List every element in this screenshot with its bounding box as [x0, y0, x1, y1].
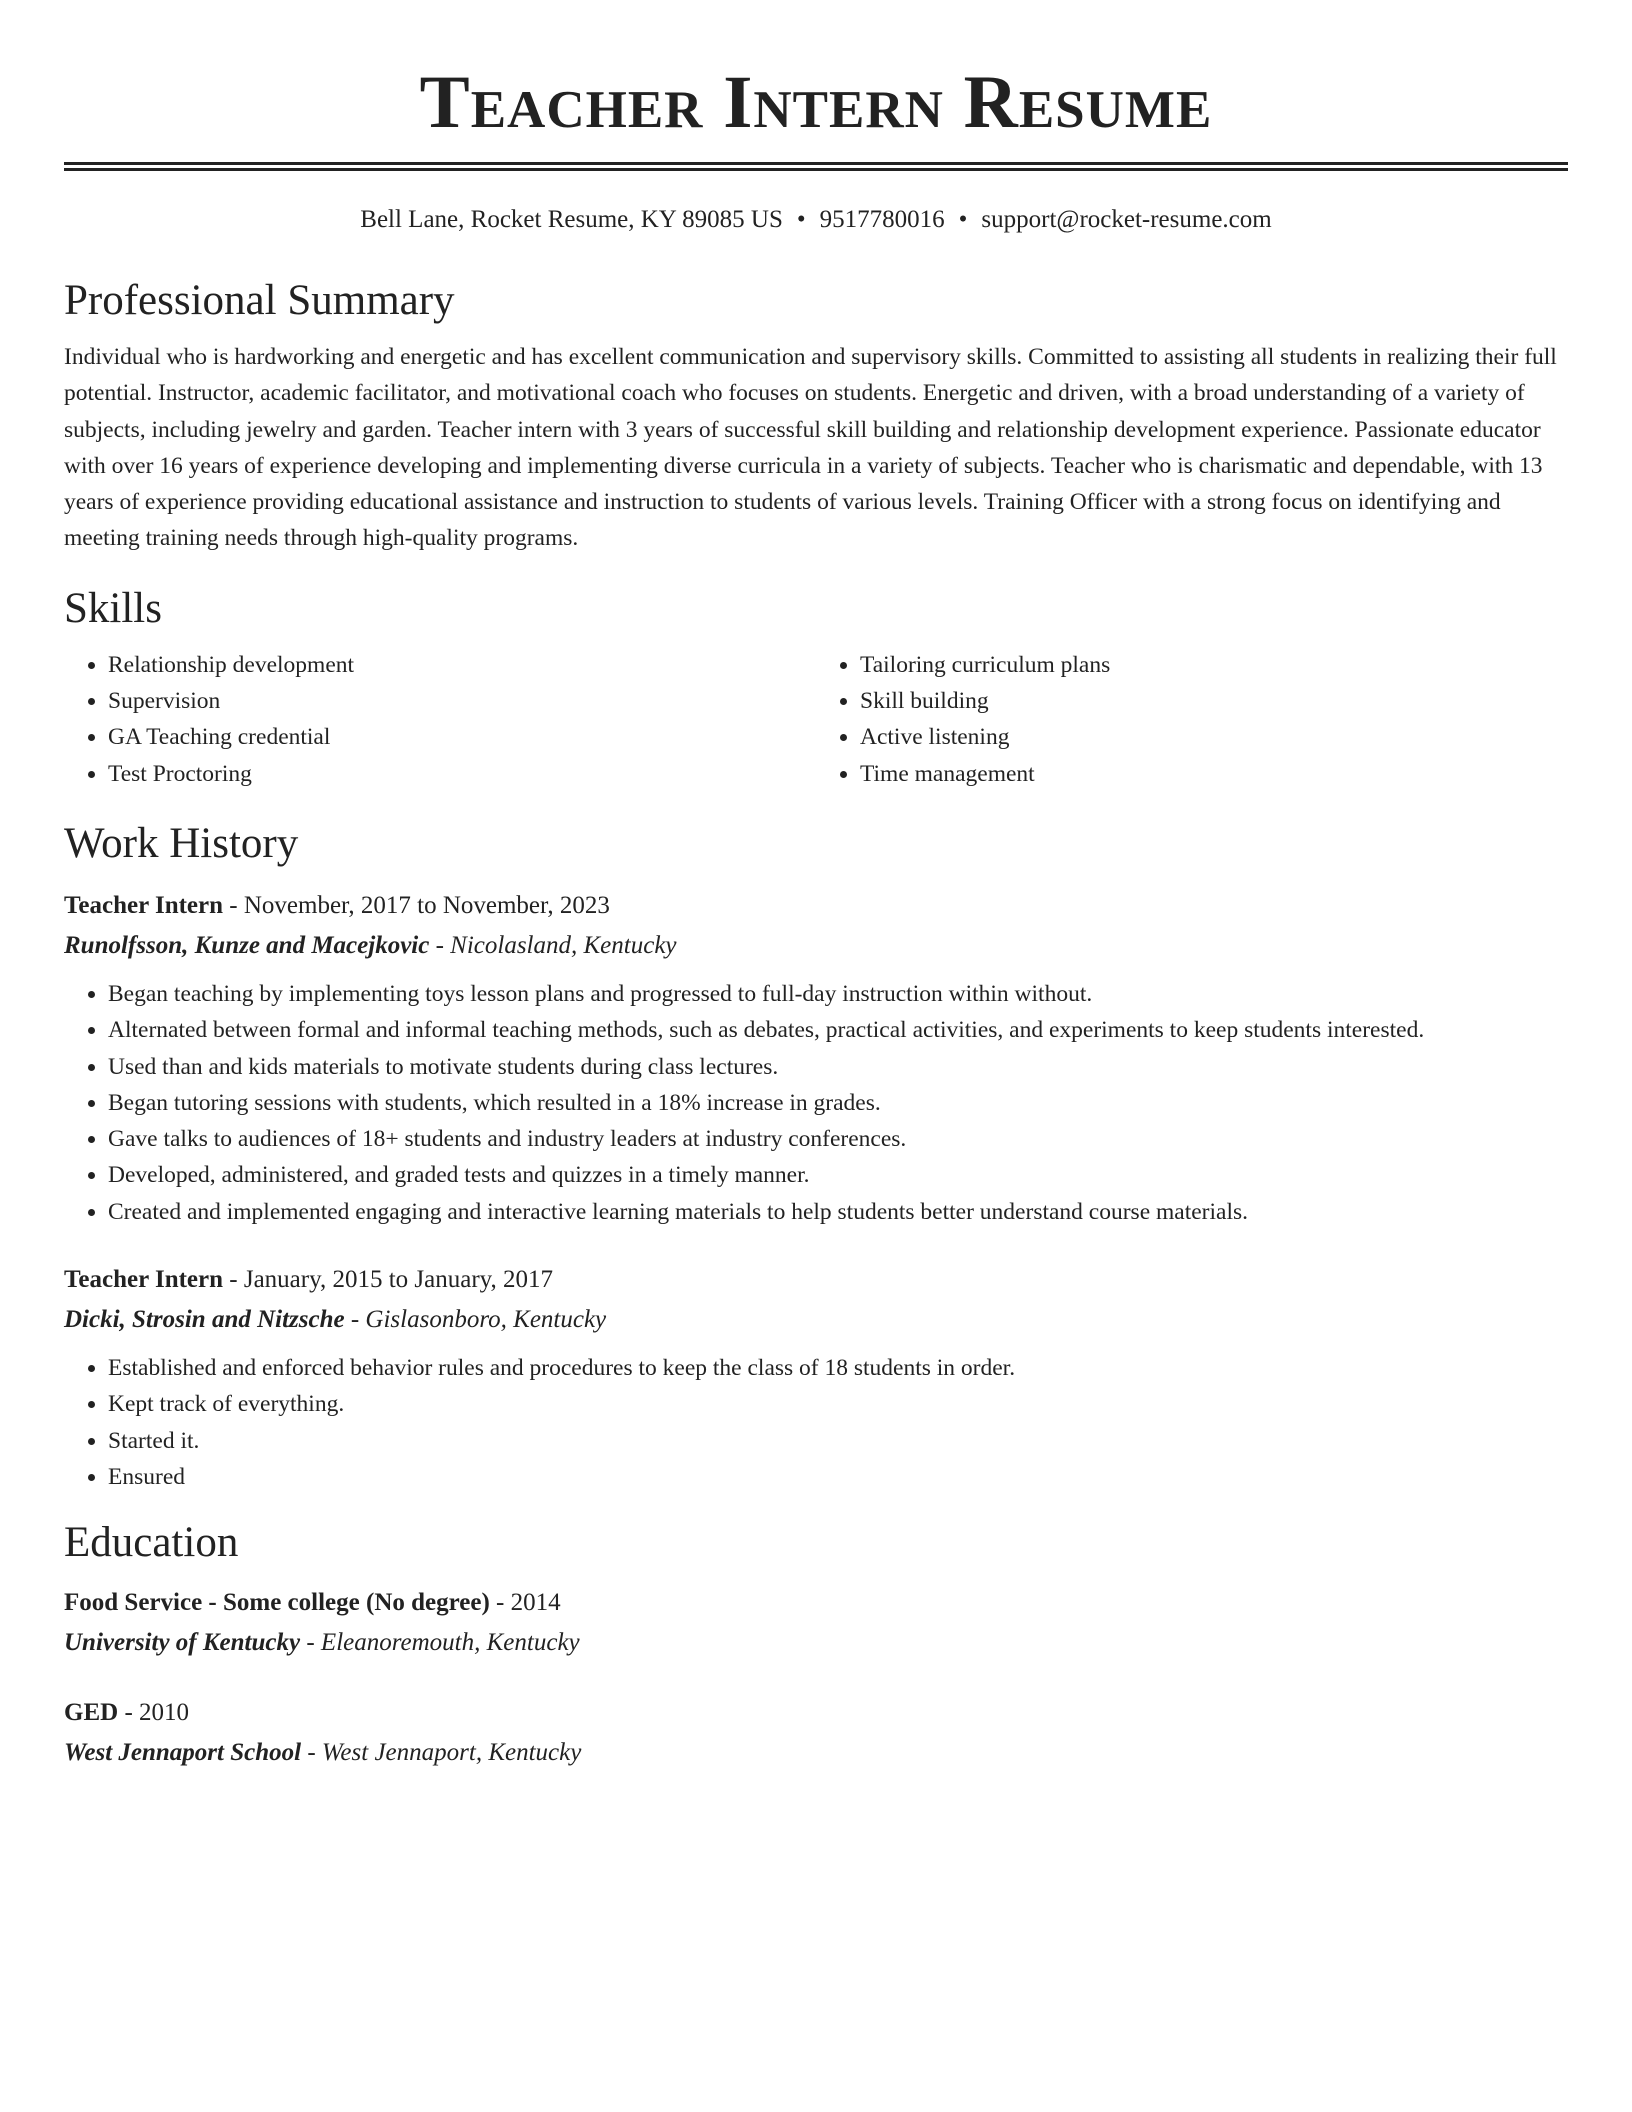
skill-item: • Tailoring curriculum plans	[860, 647, 1568, 683]
education-degree-line	[64, 1693, 1568, 1733]
job-dates: - November, 2017 to November, 2023	[223, 891, 610, 919]
skills-list-right	[816, 647, 1568, 792]
job-duties-list	[64, 976, 1568, 1230]
job-company: Dicki, Strosin and Nitzsche	[64, 1306, 345, 1334]
job-entry	[64, 1260, 1568, 1495]
education-location: - Eleanoremouth, Kentucky	[300, 1629, 580, 1657]
title-divider	[64, 162, 1568, 171]
job-duty: • Developed, administered, and graded tests and quizzes in a timely manner.	[108, 1157, 1568, 1193]
education-school-line	[64, 1623, 1568, 1663]
contact-email[interactable]: support@rocket-resume.com	[981, 206, 1272, 233]
skill-item: • Time management	[860, 756, 1568, 792]
education-degree: Food Service - Some college (No degree)	[64, 1589, 490, 1617]
job-company: Runolfsson, Kunze and Macejkovic	[64, 931, 430, 959]
job-duty: • Used than and kids materials to motivate students during class lectures.	[108, 1049, 1568, 1085]
skills-list-left	[64, 647, 816, 792]
skills-columns	[64, 647, 1568, 792]
job-title: Teacher Intern	[64, 1266, 224, 1294]
work-history-heading: Work History	[64, 819, 299, 867]
job-duty: • Established and enforced behavior rules and procedures to keep the class of 18 students in order.	[108, 1350, 1568, 1386]
skill-item: • Test Proctoring	[108, 756, 816, 792]
education-heading: Education	[64, 1519, 239, 1567]
job-title: Teacher Intern	[64, 891, 224, 919]
education-location: - West Jennaport, Kentucky	[301, 1739, 582, 1767]
skill-item: • GA Teaching credential	[108, 719, 816, 755]
contact-address: Bell Lane, Rocket Resume, KY 89085 US	[360, 206, 783, 233]
education-degree-line	[64, 1583, 1568, 1623]
job-duty: • Started it.	[108, 1423, 1568, 1459]
education-school: University of Kentucky	[64, 1629, 301, 1657]
page-title: Teacher Intern Resume	[419, 61, 1213, 144]
skills-heading: Skills	[64, 584, 162, 632]
contact-separator: •	[958, 206, 968, 233]
contact-line	[64, 205, 1568, 235]
education-school: West Jennaport School	[64, 1739, 302, 1767]
job-duty: • Ensured	[108, 1459, 1568, 1495]
job-location: - Nicolasland, Kentucky	[429, 931, 677, 959]
job-duty: • Gave talks to audiences of 18+ students and industry leaders at industry conferences.	[108, 1121, 1568, 1157]
contact-separator: •	[796, 206, 806, 233]
job-title-line	[64, 1260, 1568, 1300]
summary-heading: Professional Summary	[64, 277, 455, 324]
education-entry	[64, 1693, 1568, 1773]
job-duties-list	[64, 1350, 1568, 1495]
job-duty: • Alternated between formal and informal teaching methods, such as debates, practical activities, and experiments to keep students interested.	[108, 1012, 1568, 1048]
job-company-line	[64, 926, 1568, 966]
job-duty: • Kept track of everything.	[108, 1386, 1568, 1422]
skill-item: • Active listening	[860, 719, 1568, 755]
job-company-line	[64, 1300, 1568, 1340]
contact-phone: 9517780016	[819, 206, 945, 233]
skill-item: • Relationship development	[108, 647, 816, 683]
summary-text: Individual who is hardworking and energetic and has excellent communication and supervisory skills. Committed to assisting all students in realizing their full potential. Instructor, academic facilitator, and motivational coach who focuses on students. Energetic and driven, with a broad understanding of a variety of subjects, including jewelry and garden. Teacher intern with 3 years of successful skill building and relationship development experience. Passionate educator with over 16 years of experience developing and implementing diverse curricula in a variety of subjects. Teacher who is charismatic and dependable, with 13 years of experience providing educational assistance and instruction to students of various levels. Training Officer with a strong focus on identifying and meeting training needs through high-quality programs.	[64, 344, 1557, 552]
education-year: - 2010	[118, 1699, 190, 1727]
skill-item: • Supervision	[108, 683, 816, 719]
job-duty: • Began teaching by implementing toys lesson plans and progressed to full-day instruction within without.	[108, 976, 1568, 1012]
education-degree: GED	[64, 1699, 119, 1727]
job-dates: - January, 2015 to January, 2017	[223, 1266, 554, 1294]
skill-item: • Skill building	[860, 683, 1568, 719]
job-duty: • Created and implemented engaging and interactive learning materials to help students better understand course materials.	[108, 1194, 1568, 1230]
job-entry	[64, 886, 1568, 1230]
job-title-line	[64, 886, 1568, 926]
education-year: - 2014	[489, 1589, 561, 1617]
education-entry	[64, 1583, 1568, 1663]
job-duty: • Began tutoring sessions with students, which resulted in a 18% increase in grades.	[108, 1085, 1568, 1121]
education-school-line	[64, 1733, 1568, 1773]
job-location: - Gislasonboro, Kentucky	[344, 1306, 607, 1334]
